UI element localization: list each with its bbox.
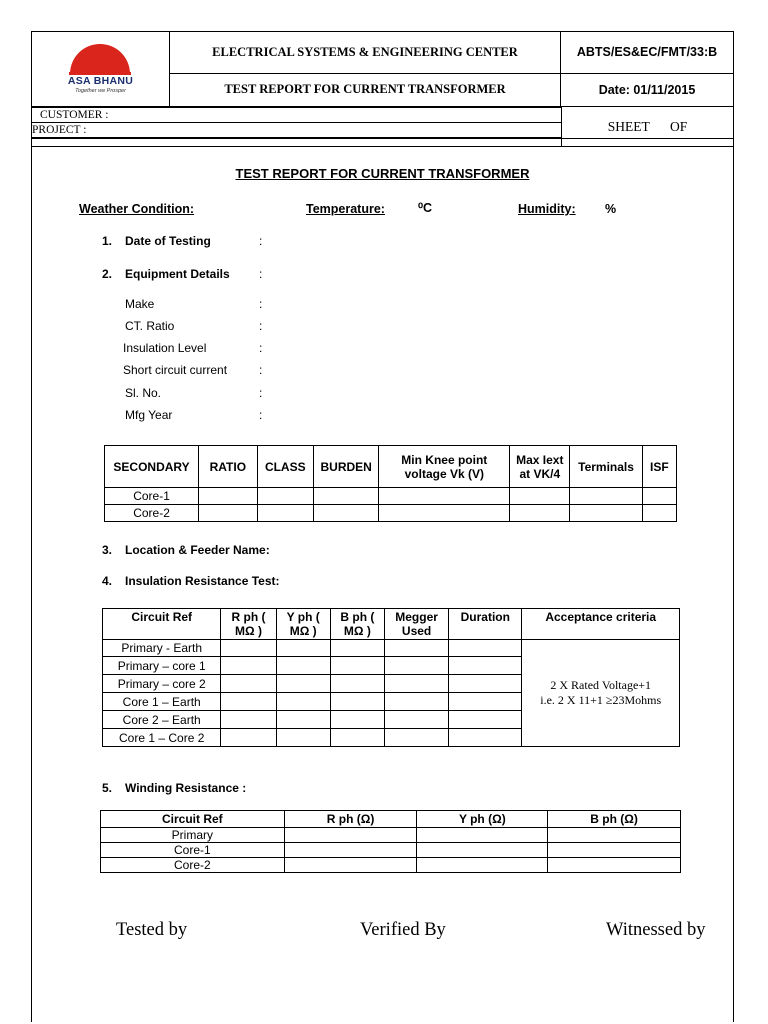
field-make: Make [125,297,155,311]
insulation-table [102,608,680,747]
colon: : [259,267,263,281]
row-label: Core-2 [101,858,285,873]
col-r-ph: R ph (Ω) [284,811,417,828]
row-label: Core 1 – Core 2 [103,729,221,747]
weather-label: Weather Condition: [79,202,195,216]
verified-by-label: Verified By [360,920,446,940]
row-label: Core-1 [101,843,285,858]
table-row [101,858,681,873]
core-table [104,445,677,522]
col-max-iext: Max Iext at VK/4 [510,446,570,488]
temperature-unit: ⁰C [418,201,433,215]
colon: : [259,363,263,377]
row-label: Primary – core 1 [103,657,221,675]
colon: : [259,408,263,422]
col-burden: BURDEN [313,446,378,488]
item-number-1: 1. [102,234,113,248]
customer-label: CUSTOMER : [32,107,561,123]
col-ratio: RATIO [199,446,258,488]
field-short-circuit: Short circuit current [123,363,228,377]
item-number-4: 4. [102,574,113,588]
row-label: Core-2 [105,505,199,522]
colon: : [259,297,263,311]
field-ct-ratio: CT. Ratio [125,319,175,333]
colon: : [259,234,263,248]
col-isf: ISF [642,446,676,488]
table-row [101,843,681,858]
doc-code: ABTS/ES&EC/FMT/33:B [561,32,734,73]
temperature-label: Temperature: [306,202,385,216]
sheet-label: SHEET [607,119,650,134]
table-row [105,488,677,505]
colon: : [259,341,263,355]
col-knee-voltage: Min Knee point voltage Vk (V) [379,446,510,488]
col-acceptance: Acceptance criteria [522,609,680,640]
report-page [31,31,734,1022]
col-class: CLASS [257,446,313,488]
location-label: Location & Feeder Name: [125,543,270,557]
date-of-testing-label: Date of Testing [125,234,211,248]
page-title: TEST REPORT FOR CURRENT TRANSFORMER [235,166,530,181]
col-r-ph: R ph ( MΩ ) [221,609,276,640]
field-insulation-level: Insulation Level [123,341,207,355]
asa-bhanu-logo-icon [32,32,169,106]
item-number-5: 5. [102,781,113,795]
col-duration: Duration [449,609,522,640]
header-table [32,32,733,107]
row-label: Primary - Earth [103,640,221,657]
report-date: Date: 01/11/2015 [561,73,734,106]
project-label: PROJECT : [32,123,561,138]
col-secondary: SECONDARY [105,446,199,488]
witnessed-by-label: Witnessed by [606,920,706,940]
logo-tagline: Together we Prosper [75,88,126,94]
item-number-2: 2. [102,267,113,281]
insulation-label: Insulation Resistance Test: [125,574,280,588]
row-label: Core 2 – Earth [103,711,221,729]
of-label: OF [669,119,688,134]
field-serial-no: Sl. No. [125,386,162,400]
row-label: Core 1 – Earth [103,693,221,711]
col-terminals: Terminals [570,446,642,488]
col-circuit-ref: Circuit Ref [103,609,221,640]
item-number-3: 3. [102,543,113,557]
sheet-box [561,107,733,147]
org-name: ELECTRICAL SYSTEMS & ENGINEERING CENTER [170,32,561,73]
row-label: Primary – core 2 [103,675,221,693]
table-row [103,640,680,657]
logo-brand: ASA BHANU [67,75,134,87]
equipment-details-label: Equipment Details [125,267,230,281]
colon: : [259,319,263,333]
field-mfg-year: Mfg Year [125,408,173,422]
acceptance-line-1: 2 X Rated Voltage+1 [550,678,652,692]
table-row [101,828,681,843]
col-circuit-ref: Circuit Ref [101,811,285,828]
acceptance-criteria [522,640,680,747]
table-row [105,505,677,522]
winding-table [100,810,681,873]
col-b-ph: B ph (Ω) [548,811,681,828]
acceptance-line-2: i.e. 2 X 11+1 ≥23Mohms [540,693,662,707]
col-b-ph: B ph ( MΩ ) [330,609,384,640]
humidity-label: Humidity: [518,202,576,216]
col-megger: Megger Used [384,609,448,640]
row-label: Primary [101,828,285,843]
humidity-unit: % [605,202,617,216]
logo-cell [32,32,170,107]
col-y-ph: Y ph ( MΩ ) [276,609,330,640]
colon: : [259,386,263,400]
tested-by-label: Tested by [116,920,188,940]
report-title-cell: TEST REPORT FOR CURRENT TRANSFORMER [170,73,561,106]
row-label: Core-1 [105,488,199,505]
winding-label: Winding Resistance : [125,781,247,795]
col-y-ph: Y ph (Ω) [417,811,548,828]
